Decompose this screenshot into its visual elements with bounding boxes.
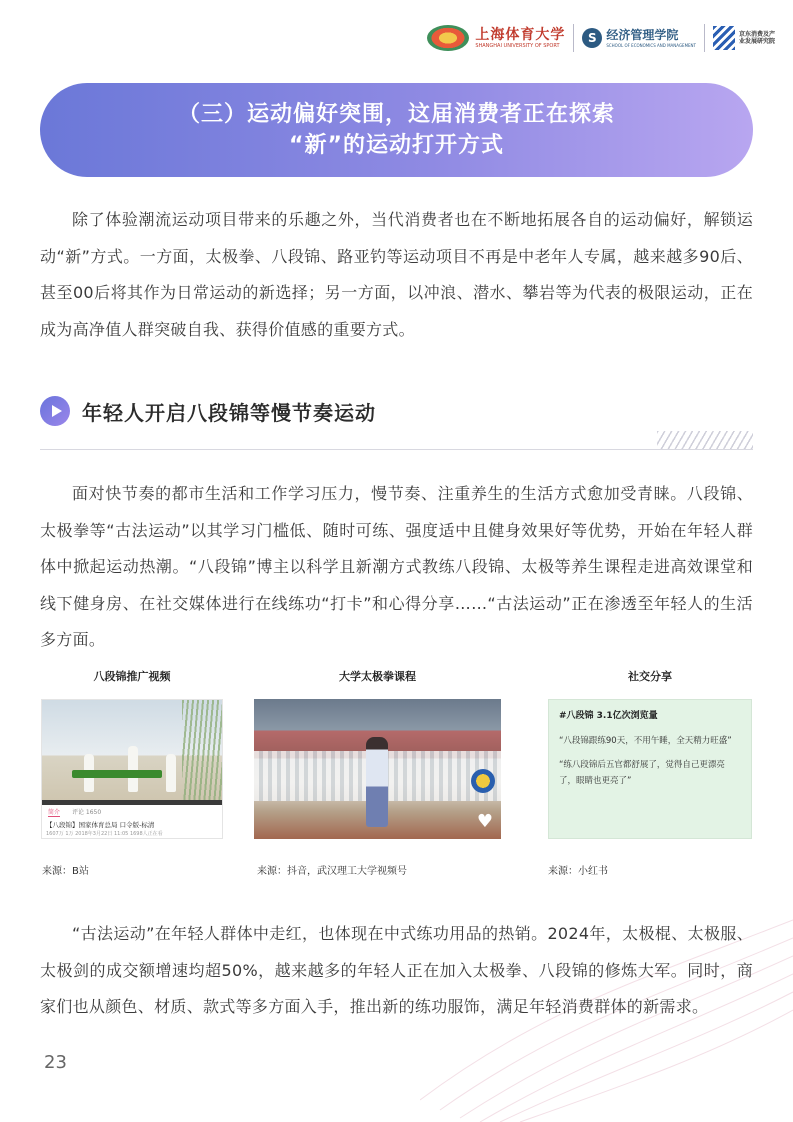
video-tabs <box>48 807 101 817</box>
sport-emblem-icon <box>427 25 469 51</box>
performer <box>128 746 138 792</box>
econ-logo-name: 经济管理学院 <box>606 27 679 42</box>
header-logos <box>427 18 779 58</box>
image-source-2: 来源：抖音，武汉理工大学视频号 <box>257 866 407 877</box>
university-badge-icon <box>471 769 495 793</box>
video-progress-bar <box>42 800 222 805</box>
image-col-3 <box>548 668 752 684</box>
logo-divider <box>573 24 574 52</box>
tab-intro: 简介 <box>48 809 61 816</box>
logo-divider <box>704 24 705 52</box>
quote-1: “八段锦跟练90天，不用午睡，全天精力旺盛” <box>559 736 732 746</box>
video-frame <box>42 700 222 800</box>
sport-logo-name: 上海体育大学 <box>475 26 566 43</box>
paragraph-slow-sports: 面对快节奏的都市生活和工作学习压力，慢节奏、注重养生的生活方式愈加受青睐。八段锦、太极拳等“古法运动”以其学习门槛低、随时可练、强度适中且健身效果好等优势，开始在年轻人群体中掀起运动热潮。“八段锦”博主以科学且新潮方式教练八段锦、太极等养生课程走进高效课堂和线下健身房、在社交媒体进行在线练功“打卡”和心得分享……“古法运动”正在渗透至年轻人的生活多方面。 <box>40 484 753 649</box>
section-divider <box>40 449 753 450</box>
image-source-1: 来源：B站 <box>42 866 89 877</box>
jd-institute-logo <box>713 26 779 50</box>
play-icon <box>40 396 70 426</box>
title-line-1: （三）运动偏好突围，这届消费者正在探索 <box>177 102 615 127</box>
jd-stripes-icon <box>713 26 735 50</box>
econ-logo-en: SCHOOL OF ECONOMICS AND MANAGEMENT <box>606 42 696 48</box>
paragraph-sales: “古法运动”在年轻人群体中走红，也体现在中式练功用品的热销。2024年，太极棍、太极服、太极剑的成交额增速均超50%，越来越多的年轻人正在加入太极拳、八段锦的修炼大军。同时，商家们也从颜色、材质、款式等多方面入手，推出新的练功服饰，满足年轻消费群体的新需求。 <box>40 924 753 1016</box>
image-source-3: 来源：小红书 <box>548 866 608 877</box>
jd-logo-name: 京东消费及产业发展研究院 <box>739 31 776 45</box>
shanghai-sport-logo <box>427 25 565 51</box>
tab-comments: 评论 1650 <box>72 809 102 816</box>
title-line-2: “新”的运动打开方式 <box>289 133 504 158</box>
bilibili-video-screenshot <box>41 699 223 839</box>
page-number: 23 <box>44 1052 67 1073</box>
heart-icon: ♥ <box>476 811 493 832</box>
quote-2: “练八段锦后五官都舒展了，觉得自己更漂亮了，眼睛也更亮了” <box>559 760 725 786</box>
lead-performer <box>366 737 388 827</box>
paragraph-intro: 除了体验潮流运动项目带来的乐趣之外，当代消费者也在不断地拓展各自的运动偏好，解锁运动“新”方式。一方面，太极拳、八段锦、路亚钓等运动项目不再是中老年人专属，越来越多90后、甚至00后将其作为日常运动的新选择；另一方面，以冲浪、潜水、攀岩等为代表的极限运动，正在成为高净值人群突破自我、获得价值感的重要方式。 <box>40 210 753 339</box>
image-title-1: 八段锦推广视频 <box>93 670 171 683</box>
performer <box>166 754 176 792</box>
video-subtitle-bar <box>72 770 162 778</box>
willow-tree <box>182 700 222 800</box>
image-title-3: 社交分享 <box>628 670 672 683</box>
econ-school-logo <box>582 28 696 49</box>
hatch-decoration <box>657 431 753 449</box>
social-share-card <box>548 699 752 839</box>
hashtag-heading: #八段锦 3.1亿次浏览量 <box>559 711 658 721</box>
video-meta: 1607万 1万 2018年3月22日 11:05 1698人正在看 <box>46 831 163 837</box>
image-title-2: 大学太极拳课程 <box>339 670 416 683</box>
image-col-2 <box>254 668 501 684</box>
sport-logo-en: SHANGHAI UNIVERSITY OF SPORT <box>475 42 560 49</box>
section-heading <box>40 396 376 426</box>
taichi-class-photo <box>254 699 501 839</box>
econ-emblem-icon: S <box>582 28 602 48</box>
video-name: 【八段锦】国家体育总局 口令版-标清 <box>46 821 155 829</box>
image-col-1 <box>41 668 223 684</box>
section-title: 年轻人开启八段锦等慢节奏运动 <box>82 400 376 425</box>
title-banner <box>40 83 753 177</box>
